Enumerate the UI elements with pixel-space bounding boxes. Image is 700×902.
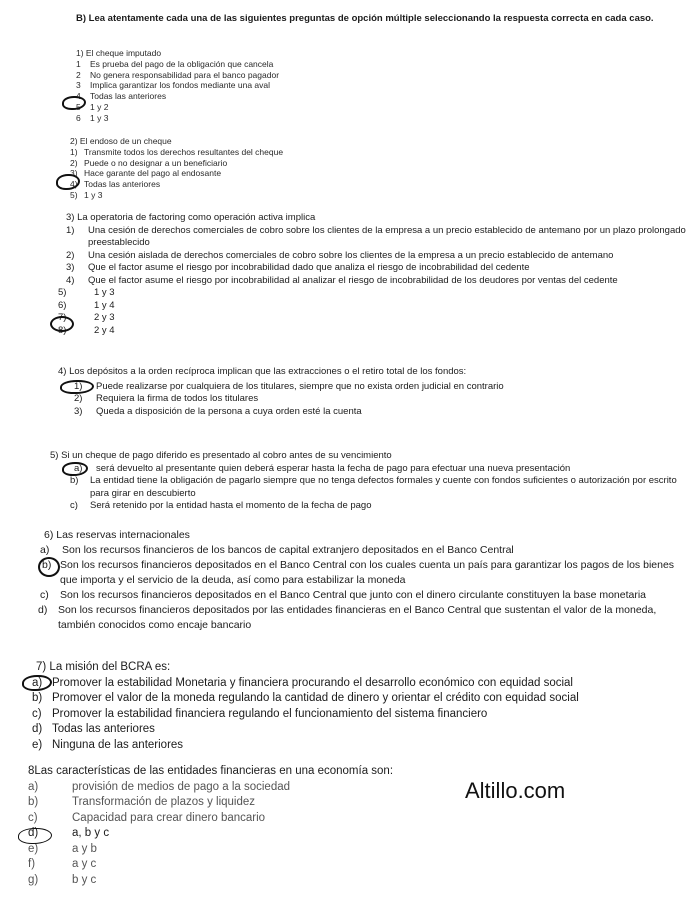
option: e) a y b — [28, 842, 97, 855]
option: 2) Requiera la firma de todos los titulares — [74, 393, 259, 404]
option: 3) Queda a disposición de la persona a cuya orden esté la cuenta — [74, 405, 362, 417]
question-title: 1) El cheque imputado — [76, 48, 162, 58]
option-selected: a) Promover la estabilidad Monetaria y financiera procurando el desarrollo económico con equidad social — [32, 676, 573, 689]
option-selected: 4) Todas las anteriores — [70, 179, 161, 190]
option: 1 Es prueba del pago de la obligación que cancela — [76, 58, 274, 69]
option: 1) Una cesión de derechos comerciales de cobro sobre los clientes de la empresa a un precio establecido de antemano por un plazo prolongado preestablecido — [66, 224, 686, 248]
question-title: 2) El endoso de un cheque — [70, 136, 172, 146]
option: b) Transformación de plazos y liquidez — [28, 796, 256, 808]
question-6 — [38, 528, 692, 633]
question-4 — [58, 366, 688, 418]
option: a) Son los recursos financieros de los bancos de capital extranjero depositados en el Banco Central — [40, 544, 514, 556]
option-selected: 1) Puede realizarse por cualquiera de los titulares, siempre que no exista orden judicial en contrario — [74, 380, 504, 392]
option: 1) Transmite todos los derechos resultantes del cheque — [70, 146, 284, 157]
watermark: Altillo.com — [465, 778, 566, 803]
option: 3) Que el factor asume el riesgo por incobrabilidad dado que analiza el riesgo de incobrabilidad del cedente — [66, 262, 530, 273]
question-title: 3) La operatoria de factoring como operación activa implica — [66, 212, 316, 223]
option: b) Promover el valor de la moneda regulando la cantidad de dinero y orientar el crédito con equidad social — [32, 692, 579, 704]
option: c) Son los recursos financieros depositados en el Banco Central que junto con el dinero circulante constituyen la base monetaria — [40, 589, 647, 601]
option: 7) 2 y 3 — [58, 312, 115, 323]
question-1 — [76, 48, 700, 124]
option: d) Son los recursos financieros depositados por las entidades financieras en el Banco Central que sustentan el valor de la moneda, también conocidos como encaje bancario — [38, 604, 657, 631]
option: e) Ninguna de las anteriores — [32, 738, 184, 751]
option: 5) 1 y 3 — [70, 189, 103, 200]
question-title: 8Las características de las entidades financieras en una economía son: — [28, 765, 394, 777]
question-2 — [70, 136, 700, 201]
question-3 — [58, 212, 688, 337]
question-7 — [32, 660, 686, 753]
instructions: B) Lea atentamente cada una de las siguientes preguntas de opción múltiple seleccionando la respuesta correcta en cada caso. — [76, 13, 654, 24]
option-selected: 6) 1 y 4 — [58, 299, 115, 311]
option: 3) Hace garante del pago al endosante — [70, 168, 222, 179]
option-selected: b) Son los recursos financieros depositados en el Banco Central con los cuales cuenta un país para garantizar los pagos de los bienes que importa y el servicio de la deuda, así como para estabilizar la moneda — [42, 559, 675, 586]
question-title: 7) La misión del BCRA es: — [36, 661, 171, 673]
option: f) a y c — [28, 858, 97, 870]
question-8 — [28, 764, 448, 888]
option: 5) 1 y 3 — [58, 287, 115, 298]
option: 2 No genera responsabilidad para el banco pagador — [76, 69, 280, 80]
option: 6 1 y 3 — [76, 112, 109, 123]
option: c) Promover la estabilidad financiera regulando el funcionamiento del sistema financiero — [32, 707, 488, 720]
option-selected: 5 1 y 2 — [76, 101, 109, 112]
option: 8) 2 y 4 — [58, 324, 115, 336]
option: d) Todas las anteriores — [32, 723, 155, 735]
question-title: 5) Si un cheque de pago diferido es presentado al cobro antes de su vencimiento — [50, 450, 392, 461]
option: c) Capacidad para crear dinero bancario — [28, 811, 266, 824]
option: 2) Una cesión aislada de derechos comerciales de cobro sobre los clientes de la empresa a un precio establecido de antemano — [66, 249, 614, 261]
option: b) La entidad tiene la obligación de pagarlo siempre que no tenga defectos formales y cuente con fondos suficientes o autorización por escrito para girar en descubierto — [70, 475, 677, 499]
option: g) b y c — [28, 873, 97, 886]
option: 2) Puede o no designar a un beneficiario — [70, 157, 228, 168]
option: 4 Todas las anteriores — [76, 91, 167, 102]
option: 4) Que el factor asume el riesgo por incobrabilidad al analizar el riesgo de incobrabilidad de los deudores por ventas del cedente — [66, 274, 618, 286]
option-selected: a) será devuelto al presentante quien deberá esperar hasta la fecha de pago para efectuar una nueva presentación — [74, 462, 571, 474]
question-title: 6) Las reservas internacionales — [44, 529, 190, 541]
option: a) provisión de medios de pago a la sociedad — [28, 780, 291, 793]
option: c) Será retenido por la entidad hasta el momento de la fecha de pago — [70, 500, 372, 511]
option: 3 Implica garantizar los fondos mediante una aval — [76, 80, 271, 91]
question-5 — [50, 450, 690, 513]
option-selected: d) a, b y c — [28, 827, 110, 839]
question-title: 4) Los depósitos a la orden recíproca implican que las extracciones o el retiro total de los fondos: — [58, 366, 467, 377]
